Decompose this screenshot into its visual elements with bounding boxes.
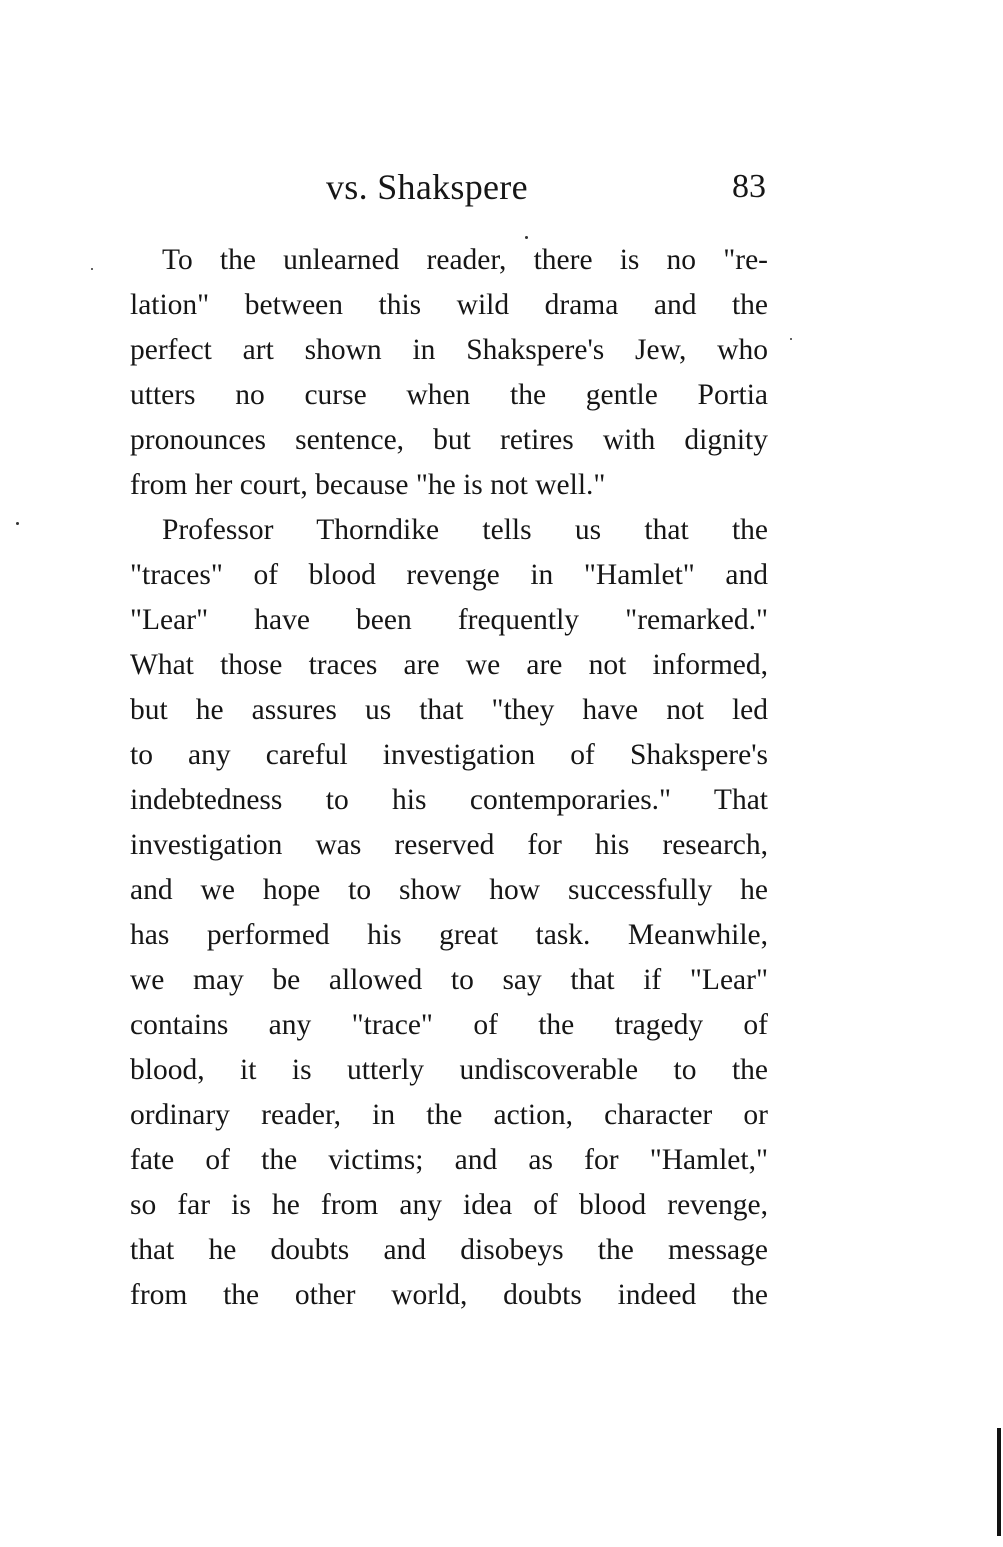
scan-speck [91,268,93,270]
scan-speck [790,338,792,340]
text-line: contains any "trace" of the tragedy of [130,1009,768,1041]
text-line: from her court, because "he is not well." [130,469,606,501]
running-head [130,162,770,212]
text-line: What those traces are we are not informed, [130,649,768,681]
text-line: To the unlearned reader, there is no "re- [162,244,768,276]
text-line: has performed his great task. Meanwhile, [130,919,768,951]
text-line: indebtedness to his contemporaries." That [130,784,768,816]
body-text [130,238,768,1318]
scan-speck [16,522,19,525]
text-line: "Lear" have been frequently "remarked." [130,604,768,636]
text-line: investigation was reserved for his research, [130,829,768,861]
text-line: Professor Thorndike tells us that the [162,514,768,546]
text-line: so far is he from any idea of blood revenge, [130,1189,768,1221]
page-number: 83 [732,168,766,205]
text-line: perfect art shown in Shakspere's Jew, who [130,334,768,366]
text-line: and we hope to show how successfully he [130,874,768,906]
text-line: but he assures us that "they have not led [130,694,768,726]
text-line: ordinary reader, in the action, character or [130,1099,768,1131]
scan-speck [525,236,528,239]
running-title: vs. Shakspere [326,167,528,207]
text-line: utters no curse when the gentle Portia [130,379,768,411]
text-line: lation" between this wild drama and the [130,289,768,321]
text-line: "traces" of blood revenge in "Hamlet" and [130,559,768,591]
text-line: to any careful investigation of Shakspere's [130,739,768,771]
text-line: we may be allowed to say that if "Lear" [130,964,768,996]
scan-edge-mark [997,1428,1001,1536]
text-line: pronounces sentence, but retires with dignity [130,424,768,456]
text-line: blood, it is utterly undiscoverable to the [130,1054,768,1086]
paragraph-2 [130,508,768,1318]
text-line: that he doubts and disobeys the message [130,1234,768,1266]
text-line: fate of the victims; and as for "Hamlet," [130,1144,768,1176]
paragraph-1 [130,238,768,508]
text-line: from the other world, doubts indeed the [130,1279,768,1311]
